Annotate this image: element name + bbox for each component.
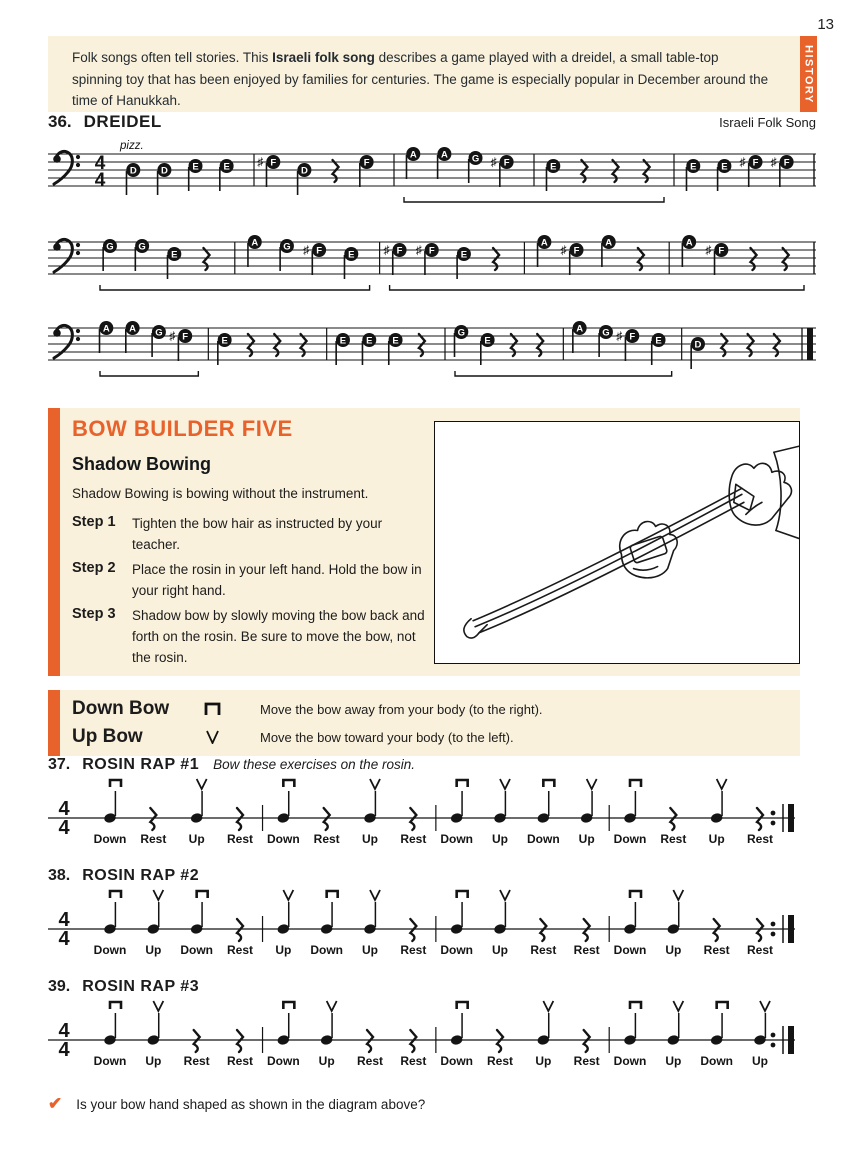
- quarter-rest: [301, 334, 307, 356]
- beat-label: Up: [145, 1054, 162, 1068]
- note-A: [682, 235, 696, 267]
- svg-text:E: E: [223, 161, 230, 173]
- beat-label: Down: [613, 943, 647, 957]
- footer-question: [48, 1094, 425, 1114]
- note-F#: [384, 243, 407, 275]
- beat-label: Up: [535, 1054, 552, 1068]
- exercise-37-rhythm-line: [48, 778, 816, 854]
- quarter-rest: [493, 248, 499, 270]
- history-text-post: describes a game played with a dreidel, a small table-top spinning toy that has been enjoyed by families for centuries. The game is especially popular in December around the time of Hanukkah.: [72, 50, 769, 109]
- accent-bar: [48, 690, 60, 756]
- beat-label: Rest: [573, 943, 600, 957]
- beat-label: Rest: [400, 832, 427, 846]
- quarter-rest: [203, 248, 209, 270]
- beat-label: Down: [613, 832, 647, 846]
- svg-text:4: 4: [58, 817, 70, 839]
- svg-text:G: G: [155, 327, 163, 339]
- beat-label: Rest: [140, 832, 167, 846]
- up-bow-mark: [327, 1001, 337, 1011]
- song-credit: Israeli Folk Song: [719, 115, 816, 130]
- beat-label: Down: [440, 1054, 474, 1068]
- beat-label: Up: [362, 943, 378, 957]
- check-icon: ✔: [48, 1094, 63, 1113]
- svg-text:♯: ♯: [415, 243, 422, 257]
- beat-label: Rest: [703, 943, 730, 957]
- beat-label: Rest: [746, 832, 774, 846]
- note-D: [157, 163, 171, 195]
- svg-text:G: G: [471, 153, 480, 165]
- svg-text:E: E: [550, 161, 557, 173]
- note-F#: [705, 243, 728, 275]
- note-F#: [740, 155, 763, 187]
- up-bow-definition: Move the bow toward your body (to the left).: [260, 729, 514, 745]
- quarter-rest: [748, 334, 754, 356]
- beat-label: Down: [700, 1054, 734, 1068]
- beat-label: Up: [578, 832, 595, 846]
- shadow-bowing-illustration: [434, 421, 800, 664]
- down-bow-row: [72, 698, 780, 720]
- beat-label: Up: [275, 943, 292, 957]
- svg-text:D: D: [694, 339, 702, 351]
- down-bow-mark: [630, 1002, 641, 1009]
- svg-text:♯: ♯: [770, 155, 777, 169]
- beat-label: Rest: [530, 943, 557, 957]
- down-bow-mark: [110, 780, 121, 787]
- svg-text:4: 4: [58, 909, 70, 931]
- svg-text:A: A: [576, 323, 584, 335]
- step-1-label: Step 1: [72, 514, 116, 530]
- svg-text:G: G: [138, 241, 146, 253]
- down-bow-definition: Move the bow away from your body (to the right).: [260, 701, 543, 717]
- quarter-rest: [757, 919, 763, 941]
- svg-text:E: E: [690, 161, 697, 173]
- quarter-rest: [333, 160, 339, 182]
- svg-text:F: F: [316, 245, 323, 257]
- svg-text:E: E: [171, 249, 178, 261]
- note-D: [297, 163, 311, 195]
- step-1-text: Tighten the bow hair as instructed by your teacher.: [132, 516, 383, 552]
- bow-builder-intro: Shadow Bowing is bowing without the instrument.: [72, 486, 369, 501]
- bow-builder-title: BOW BUILDER FIVE: [72, 416, 293, 441]
- down-bow-mark: [457, 1002, 468, 1009]
- music-system-1: [48, 140, 816, 212]
- footer-question-text: Is your bow hand shaped as shown in the diagram above?: [76, 1096, 426, 1112]
- beat-label: Up: [188, 832, 205, 846]
- exercise-37-instruction: Bow these exercises on the rosin.: [213, 757, 415, 772]
- down-bow-term: Down Bow: [72, 698, 170, 719]
- quarter-rest: [419, 334, 425, 356]
- beat-label: Rest: [226, 943, 254, 957]
- exercise-38-title: ROSIN RAP #2: [82, 867, 200, 884]
- up-bow-term: Up Bow: [72, 726, 143, 747]
- history-callout: [48, 36, 817, 112]
- down-bow-mark: [457, 891, 468, 898]
- step-3: [72, 606, 428, 669]
- repeat-sign: [788, 915, 794, 943]
- svg-text:A: A: [129, 323, 137, 335]
- svg-text:G: G: [602, 327, 610, 339]
- music-system-3: [48, 314, 816, 386]
- note-A: [437, 147, 451, 179]
- exercise-37-heading: [48, 756, 415, 774]
- phrase-bracket: [455, 371, 672, 376]
- svg-text:E: E: [655, 335, 662, 347]
- quarter-rest: [150, 808, 156, 830]
- quarter-rest: [670, 808, 676, 830]
- note-A: [602, 235, 616, 267]
- note-F#: [169, 329, 192, 361]
- quarter-rest: [638, 248, 644, 270]
- svg-text:♯: ♯: [490, 155, 497, 169]
- down-bow-mark: [283, 1002, 294, 1009]
- svg-text:A: A: [102, 323, 110, 335]
- step-1: [72, 514, 428, 556]
- up-bow-mark: [153, 1001, 163, 1011]
- svg-text:♯: ♯: [303, 243, 310, 257]
- note-D: [691, 337, 705, 369]
- bass-clef-icon: [53, 325, 80, 358]
- step-2-label: Step 2: [72, 560, 116, 576]
- beat-label: Down: [266, 1054, 300, 1068]
- beat-label: Down: [440, 943, 474, 957]
- quarter-rest: [783, 248, 789, 270]
- music-system-2: [48, 228, 816, 300]
- svg-text:F: F: [783, 157, 790, 169]
- quarter-rest: [644, 160, 650, 182]
- exercise-39-heading: [48, 978, 199, 996]
- up-bow-mark: [500, 890, 510, 900]
- beat-label: Rest: [226, 832, 254, 846]
- quarter-rest: [367, 1030, 373, 1052]
- svg-text:♯: ♯: [383, 243, 390, 257]
- svg-text:♯: ♯: [560, 243, 567, 257]
- exercise-38-heading: [48, 867, 199, 885]
- up-bow-mark: [673, 1001, 683, 1011]
- bow-rosin-drawing: [435, 422, 799, 663]
- beat-label: Down: [93, 832, 127, 846]
- beat-label: Down: [93, 1054, 127, 1068]
- note-D: [126, 163, 140, 195]
- step-2-text: Place the rosin in your left hand. Hold the bow in your right hand.: [132, 562, 422, 598]
- svg-text:G: G: [283, 241, 291, 253]
- up-bow-mark: [543, 1001, 553, 1011]
- beat-label: Rest: [356, 1054, 384, 1068]
- svg-text:F: F: [718, 245, 725, 257]
- up-bow-icon: [200, 730, 260, 744]
- beat-label: Up: [362, 832, 378, 846]
- svg-text:D: D: [129, 165, 137, 177]
- down-bow-mark: [457, 780, 468, 787]
- svg-text:A: A: [440, 149, 448, 161]
- note-F: [360, 155, 374, 187]
- final-barline-thick: [807, 328, 813, 360]
- svg-text:A: A: [251, 237, 259, 249]
- quarter-rest: [511, 334, 517, 356]
- quarter-rest: [194, 1030, 200, 1052]
- down-bow-mark: [110, 1002, 121, 1009]
- repeat-sign: [788, 1026, 794, 1054]
- down-bow-mark: [283, 780, 294, 787]
- beat-label: Rest: [746, 943, 774, 957]
- quarter-rest: [613, 160, 619, 182]
- down-bow-mark: [630, 780, 641, 787]
- bow-directions-panel: [48, 690, 800, 756]
- svg-text:F: F: [270, 157, 277, 169]
- beat-label: Down: [310, 943, 344, 957]
- quarter-rest: [721, 334, 727, 356]
- svg-text:F: F: [752, 157, 759, 169]
- bass-clef-icon: [53, 151, 80, 184]
- articulation-marking: pizz.: [120, 140, 144, 152]
- phrase-bracket: [100, 371, 198, 376]
- song-number: 36.: [48, 112, 72, 131]
- bass-clef-icon: [53, 239, 80, 272]
- song-title: DREIDEL: [83, 112, 162, 131]
- up-bow-mark: [717, 779, 727, 789]
- svg-text:E: E: [484, 335, 491, 347]
- quarter-rest: [237, 919, 243, 941]
- quarter-rest: [274, 334, 280, 356]
- note-F#: [257, 155, 280, 187]
- up-bow-mark: [197, 779, 207, 789]
- page-number: 13: [817, 16, 834, 33]
- note-A: [406, 147, 420, 179]
- beat-label: Down: [180, 943, 214, 957]
- svg-text:♯: ♯: [705, 243, 712, 257]
- beat-label: Up: [665, 1054, 682, 1068]
- note-A: [573, 321, 587, 353]
- svg-text:♯: ♯: [169, 329, 176, 343]
- note-F#: [416, 243, 439, 275]
- phrase-bracket: [390, 285, 804, 290]
- phrase-bracket: [404, 197, 664, 202]
- svg-text:A: A: [540, 237, 548, 249]
- svg-text:E: E: [339, 335, 347, 347]
- svg-text:G: G: [106, 241, 114, 253]
- svg-text:F: F: [629, 331, 636, 343]
- history-tab-label: HISTORY: [802, 44, 815, 104]
- quarter-rest: [757, 808, 763, 830]
- svg-text:D: D: [300, 165, 308, 177]
- song-header: [48, 112, 816, 132]
- svg-text:F: F: [428, 245, 435, 257]
- svg-text:4: 4: [94, 170, 106, 191]
- down-bow-mark: [110, 891, 121, 898]
- up-bow-mark: [673, 890, 683, 900]
- down-bow-mark: [543, 780, 554, 787]
- beat-label: Rest: [226, 1054, 254, 1068]
- beat-label: Rest: [486, 1054, 514, 1068]
- beat-label: Down: [613, 1054, 647, 1068]
- bow-builder-panel: [48, 408, 800, 676]
- up-bow-mark: [500, 779, 510, 789]
- quarter-rest: [774, 334, 780, 356]
- svg-text:4: 4: [58, 928, 70, 950]
- note-F#: [561, 243, 584, 275]
- svg-text:E: E: [221, 335, 228, 347]
- history-text: [48, 36, 800, 112]
- svg-text:D: D: [160, 165, 168, 177]
- svg-text:E: E: [460, 249, 468, 261]
- svg-text:♯: ♯: [257, 155, 264, 169]
- svg-text:F: F: [396, 245, 403, 257]
- svg-text:F: F: [182, 331, 189, 343]
- history-text-bold: Israeli folk song: [272, 50, 375, 65]
- quarter-rest: [537, 334, 543, 356]
- beat-label: Rest: [660, 832, 687, 846]
- exercise-37-title: ROSIN RAP #1: [82, 756, 200, 773]
- accent-bar: [48, 408, 60, 676]
- phrase-bracket: [100, 285, 370, 290]
- svg-text:E: E: [392, 335, 399, 347]
- step-3-label: Step 3: [72, 606, 116, 622]
- down-bow-icon: [200, 702, 260, 716]
- svg-text:A: A: [685, 237, 693, 249]
- quarter-rest: [237, 808, 243, 830]
- note-F#: [303, 243, 326, 275]
- quarter-rest: [248, 334, 254, 356]
- note-A: [99, 321, 113, 353]
- quarter-rest: [714, 919, 720, 941]
- svg-text:4: 4: [94, 153, 106, 174]
- repeat-sign: [788, 804, 794, 832]
- beat-label: Down: [266, 832, 300, 846]
- bow-builder-subtitle: Shadow Bowing: [72, 454, 211, 474]
- note-F#: [771, 155, 794, 187]
- beat-label: Down: [93, 943, 127, 957]
- down-bow-mark: [197, 891, 208, 898]
- exercise-38-number: 38.: [48, 867, 71, 884]
- quarter-rest: [584, 919, 590, 941]
- note-A: [126, 321, 140, 353]
- step-2: [72, 560, 428, 602]
- beat-label: Rest: [400, 1054, 427, 1068]
- quarter-rest: [410, 808, 416, 830]
- beat-label: Rest: [573, 1054, 600, 1068]
- up-bow-mark: [283, 890, 293, 900]
- quarter-rest: [751, 248, 757, 270]
- step-3-text: Shadow bow by slowly moving the bow back and forth on the rosin. Be sure to move the bow, not the rosin.: [132, 608, 425, 665]
- svg-text:A: A: [409, 149, 417, 161]
- note-A: [537, 235, 551, 267]
- svg-text:A: A: [605, 237, 613, 249]
- svg-text:E: E: [348, 249, 355, 261]
- beat-label: Down: [526, 832, 560, 846]
- beat-label: Rest: [400, 943, 427, 957]
- exercise-39-title: ROSIN RAP #3: [82, 978, 200, 995]
- beat-label: Up: [665, 943, 682, 957]
- beat-label: Up: [318, 1054, 335, 1068]
- exercise-39-number: 39.: [48, 978, 71, 995]
- svg-text:4: 4: [58, 1039, 70, 1061]
- beat-label: Up: [492, 943, 508, 957]
- svg-text:♯: ♯: [739, 155, 746, 169]
- note-F#: [491, 155, 514, 187]
- note-F#: [616, 329, 639, 361]
- svg-text:E: E: [366, 335, 373, 347]
- exercise-38-rhythm-line: [48, 889, 816, 965]
- beat-label: Rest: [183, 1054, 210, 1068]
- down-bow-mark: [630, 891, 641, 898]
- svg-text:F: F: [573, 245, 580, 257]
- beat-label: Up: [492, 832, 508, 846]
- up-bow-mark: [370, 890, 380, 900]
- svg-text:♯: ♯: [616, 329, 623, 343]
- exercise-37-number: 37.: [48, 756, 71, 773]
- up-bow-mark: [587, 779, 597, 789]
- quarter-rest: [324, 808, 330, 830]
- svg-text:4: 4: [58, 798, 70, 820]
- up-bow-mark: [760, 1001, 770, 1011]
- beat-label: Down: [440, 832, 474, 846]
- note-A: [248, 235, 262, 267]
- quarter-rest: [540, 919, 546, 941]
- up-bow-mark: [370, 779, 380, 789]
- svg-text:F: F: [503, 157, 510, 169]
- quarter-rest: [237, 1030, 243, 1052]
- history-text-pre: Folk songs often tell stories. This: [72, 50, 273, 65]
- history-tab: [800, 36, 817, 112]
- up-bow-row: [72, 726, 780, 748]
- exercise-39-rhythm-line: [48, 1000, 816, 1076]
- beat-label: Up: [145, 943, 162, 957]
- beat-label: Rest: [313, 832, 340, 846]
- svg-text:E: E: [721, 161, 728, 173]
- beat-label: Up: [752, 1054, 768, 1068]
- quarter-rest: [410, 1030, 416, 1052]
- svg-text:E: E: [192, 161, 199, 173]
- svg-text:G: G: [457, 327, 465, 339]
- up-bow-mark: [153, 890, 163, 900]
- quarter-rest: [410, 919, 416, 941]
- svg-text:F: F: [363, 157, 370, 169]
- svg-text:4: 4: [58, 1020, 70, 1042]
- down-bow-mark: [717, 1002, 728, 1009]
- quarter-rest: [581, 160, 587, 182]
- down-bow-mark: [327, 891, 338, 898]
- beat-label: Up: [708, 832, 725, 846]
- quarter-rest: [584, 1030, 590, 1052]
- quarter-rest: [497, 1030, 503, 1052]
